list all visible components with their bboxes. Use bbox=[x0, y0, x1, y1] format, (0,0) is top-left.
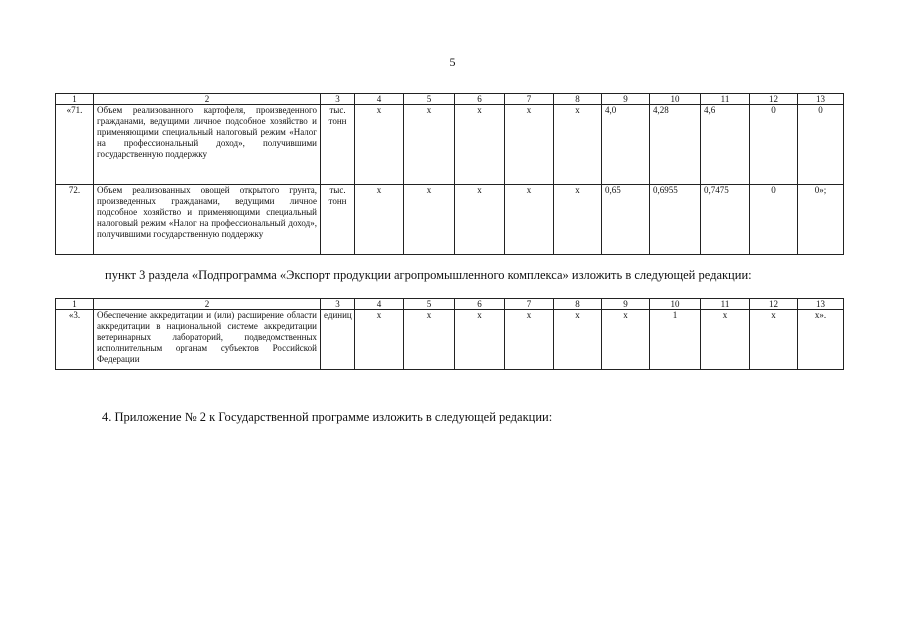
header-cell: 4 bbox=[355, 94, 404, 105]
header-cell: 1 bbox=[56, 94, 94, 105]
header-cell: 12 bbox=[750, 94, 798, 105]
value-cell: х bbox=[404, 310, 455, 370]
value-cell: х bbox=[455, 185, 505, 255]
value-cell: х bbox=[701, 310, 750, 370]
value-cell: 0»; bbox=[798, 185, 844, 255]
unit-cell: тыс. тонн bbox=[321, 105, 355, 185]
header-cell: 8 bbox=[554, 299, 602, 310]
value-cell: х bbox=[554, 310, 602, 370]
header-cell: 1 bbox=[56, 299, 94, 310]
value-cell: х bbox=[355, 185, 404, 255]
row-number: «71. bbox=[56, 105, 94, 185]
indicator-description: Объем реализованного картофеля, произведенного гражданами, ведущими личное подсобное хозяйство и применяющими специальный налоговый режим «Налог на профессиональный доход», получившими государственную поддержку bbox=[94, 105, 321, 185]
header-cell: 9 bbox=[602, 94, 650, 105]
header-cell: 12 bbox=[750, 299, 798, 310]
appendix-instruction-text: 4. Приложение № 2 к Государственной программе изложить в следующей редакции: bbox=[102, 410, 553, 424]
page-number: 5 bbox=[449, 55, 456, 69]
value-cell: х bbox=[404, 105, 455, 185]
value-cell: 1 bbox=[650, 310, 701, 370]
value-cell: х bbox=[750, 310, 798, 370]
unit-cell: тыс. тонн bbox=[321, 185, 355, 255]
header-cell: 11 bbox=[701, 94, 750, 105]
header-cell: 13 bbox=[798, 94, 844, 105]
value-cell: х». bbox=[798, 310, 844, 370]
row-number: «3. bbox=[56, 310, 94, 370]
indicator-description: Обеспечение аккредитации и (или) расширение области аккредитации в национальной системе аккредитации ветеринарных лабораторий, подведомственных исполнительным органам субъектов Российской Федерации bbox=[94, 310, 321, 370]
table-row bbox=[56, 310, 844, 370]
value-cell: х bbox=[355, 310, 404, 370]
value-cell: 0 bbox=[798, 105, 844, 185]
header-cell: 10 bbox=[650, 94, 701, 105]
header-cell: 13 bbox=[798, 299, 844, 310]
value-cell: х bbox=[602, 310, 650, 370]
value-cell: 4,28 bbox=[650, 105, 701, 185]
header-cell: 2 bbox=[94, 94, 321, 105]
value-cell: 0,7475 bbox=[701, 185, 750, 255]
value-cell: 0 bbox=[750, 105, 798, 185]
value-cell: 0,6955 bbox=[650, 185, 701, 255]
table-header-row bbox=[56, 94, 844, 105]
header-cell: 4 bbox=[355, 299, 404, 310]
value-cell: х bbox=[554, 185, 602, 255]
value-cell: х bbox=[455, 310, 505, 370]
value-cell: 4,6 bbox=[701, 105, 750, 185]
row-number: 72. bbox=[56, 185, 94, 255]
table-row bbox=[56, 105, 844, 185]
header-cell: 6 bbox=[455, 299, 505, 310]
header-cell: 5 bbox=[404, 94, 455, 105]
value-cell: х bbox=[505, 310, 554, 370]
value-cell: х bbox=[505, 105, 554, 185]
header-cell: 7 bbox=[505, 299, 554, 310]
indicator-table-1 bbox=[55, 93, 844, 255]
header-cell: 2 bbox=[94, 299, 321, 310]
header-cell: 3 bbox=[321, 299, 355, 310]
indicator-description: Объем реализованных овощей открытого грунта, произведенных гражданами, ведущими личное подсобное хозяйство и применяющими специальный налоговый режим «Налог на профессиональный доход», получившими государственную поддержку bbox=[94, 185, 321, 255]
value-cell: 0,65 bbox=[602, 185, 650, 255]
value-cell: х bbox=[355, 105, 404, 185]
unit-cell: единиц bbox=[321, 310, 355, 370]
header-cell: 5 bbox=[404, 299, 455, 310]
indicator-table-2 bbox=[55, 298, 844, 370]
header-cell: 11 bbox=[701, 299, 750, 310]
header-cell: 3 bbox=[321, 94, 355, 105]
header-cell: 6 bbox=[455, 94, 505, 105]
header-cell: 7 bbox=[505, 94, 554, 105]
header-cell: 9 bbox=[602, 299, 650, 310]
value-cell: 4,0 bbox=[602, 105, 650, 185]
value-cell: х bbox=[455, 105, 505, 185]
header-cell: 8 bbox=[554, 94, 602, 105]
value-cell: х bbox=[554, 105, 602, 185]
table-row bbox=[56, 185, 844, 255]
value-cell: х bbox=[505, 185, 554, 255]
header-cell: 10 bbox=[650, 299, 701, 310]
section-instruction-text: пункт 3 раздела «Подпрограмма «Экспорт продукции агропромышленного комплекса» изложить в следующей редакции: bbox=[105, 268, 752, 282]
value-cell: х bbox=[404, 185, 455, 255]
value-cell: 0 bbox=[750, 185, 798, 255]
table-header-row bbox=[56, 299, 844, 310]
